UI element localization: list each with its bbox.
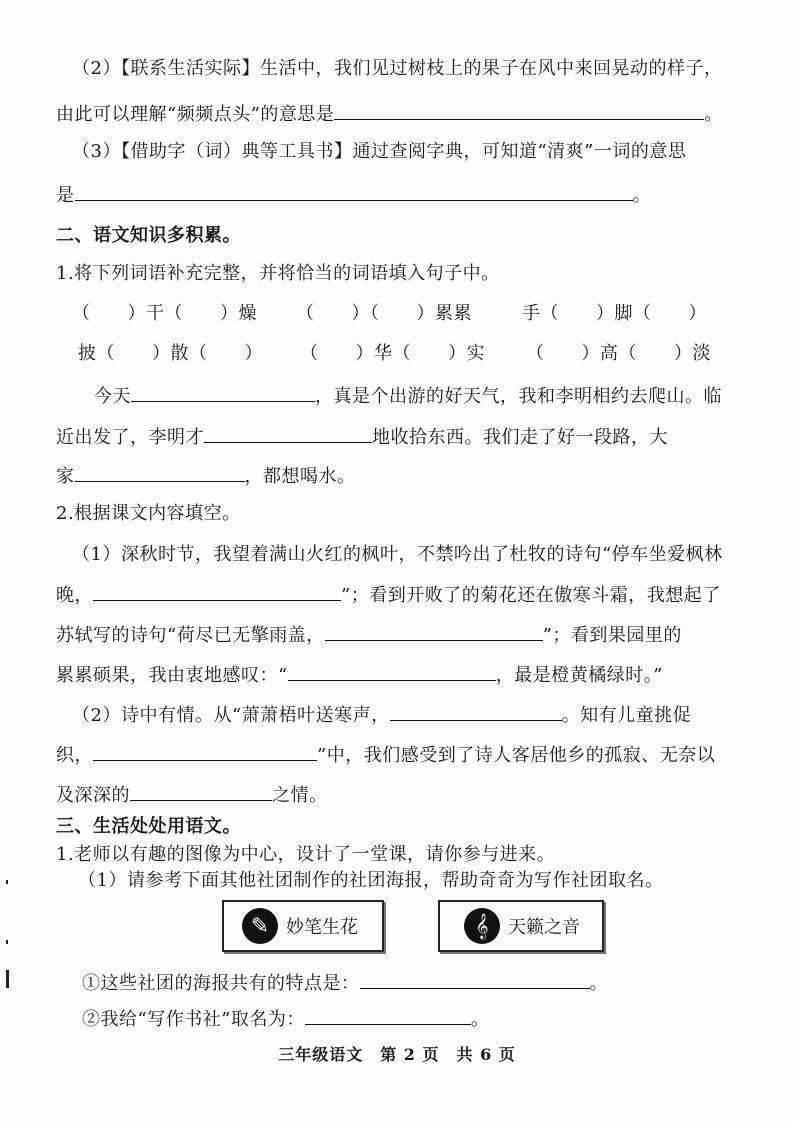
answer-blank[interactable] <box>93 582 341 601</box>
q2-text: ”；看到开败了的菊花还在傲寒斗霜，我想起了 <box>341 585 721 606</box>
treble-clef-icon: 𝄞 <box>464 908 500 944</box>
answer-blank[interactable] <box>334 101 704 120</box>
item-text: ②我给“写作书社”取名为： <box>82 1009 305 1030</box>
section-3-q1-prompt: 1.老师以有趣的图像为中心，设计了一堂课，请你参与进来。 <box>56 844 556 865</box>
answer-blank[interactable] <box>325 622 543 641</box>
word-item[interactable]: （ ）高（ ）淡 <box>526 343 711 364</box>
q2-text: 苏轼写的诗句“荷尽已无擎雨盖， <box>56 625 325 646</box>
q1-part3-line1: （3）【借助字（词）典等工具书】通过查阅字典，可知道“清爽”一词的意思 <box>72 141 687 162</box>
section-3-q1-part1: （1）请参考下面其他社团制作的社团海报，帮助奇奇为写作社团取名。 <box>78 870 664 891</box>
q2-text: ，最是橙黄橘绿时。” <box>495 665 663 686</box>
margin-tick <box>6 940 8 944</box>
q2-text: 织， <box>56 745 93 766</box>
q2-text: 累累硕果，我由衷地感叹：“ <box>56 665 288 686</box>
punct: 。 <box>589 973 608 994</box>
word-item[interactable]: 披（ ）散（ ） <box>78 343 263 364</box>
q2-part1-line4 <box>56 662 663 688</box>
para-text: 地收拾东西。我们走了好一段路，大 <box>372 427 668 448</box>
q1-part3-line2 <box>56 182 651 208</box>
pen-flower-icon: ✎ <box>242 908 278 944</box>
fill-paragraph-line1 <box>94 383 722 409</box>
answer-blank[interactable] <box>93 742 317 761</box>
word-item[interactable]: （ ）干（ ）燥 <box>72 303 257 324</box>
answer-blank[interactable] <box>75 182 633 201</box>
q2-part2-line3 <box>56 782 328 808</box>
word-item[interactable]: （ ）华（ ）实 <box>300 343 485 364</box>
q2-part2-line2 <box>56 742 715 768</box>
q2-part1-line1: （1）深秋时节，我望着满山火红的枫叶，不禁吟出了杜牧的诗句“停车坐爱枫林 <box>72 544 723 565</box>
answer-blank[interactable] <box>204 424 372 443</box>
margin-tick <box>6 880 8 884</box>
section-3-heading: 三、生活处处用语文。 <box>56 816 241 837</box>
section-2-q2-prompt: 2.根据课文内容填空。 <box>56 503 241 524</box>
para-text: 近出发了，李明才 <box>56 427 204 448</box>
q2-text: 之情。 <box>272 785 328 806</box>
q2-part2-line1 <box>72 702 691 728</box>
fill-paragraph-line2 <box>56 424 668 450</box>
q2-text: 。知有儿童挑促 <box>561 705 692 726</box>
q2-text: ”；看到果园里的 <box>542 625 682 646</box>
section-3-item1 <box>82 970 608 996</box>
q1-part2-text: 由此可以理解“频频点头”的意思是 <box>56 104 335 125</box>
q2-text: 晚， <box>56 585 93 606</box>
para-text: 家 <box>56 466 75 487</box>
answer-blank[interactable] <box>131 383 315 402</box>
q2-part1-line2 <box>56 582 721 608</box>
word-item[interactable]: （ ）（ ）累累 <box>296 303 472 324</box>
punct: 。 <box>704 104 723 125</box>
margin-bar <box>6 970 9 988</box>
punct: 。 <box>632 185 651 206</box>
para-text: 今天 <box>94 386 131 407</box>
punct: 。 <box>470 1009 490 1030</box>
q2-text: 及深深的 <box>56 785 130 806</box>
club-poster-tianlai <box>438 900 604 952</box>
answer-blank[interactable] <box>360 970 590 989</box>
answer-blank[interactable] <box>390 702 562 721</box>
q2-text: ”中，我们感受到了诗人客居他乡的孤寂、无奈以 <box>317 745 716 766</box>
q1-part2-line1: （2）【联系生活实际】生活中，我们见过树枝上的果子在风中来回晃动的样子， <box>72 58 723 79</box>
q2-part1-line3 <box>56 622 682 648</box>
q1-part3-text: 是 <box>56 185 75 206</box>
q2-text: （2）诗中有情。从“萧萧梧叶送寒声， <box>72 705 390 726</box>
para-text: ，都想喝水。 <box>244 466 356 487</box>
fill-paragraph-line3 <box>56 463 356 489</box>
answer-blank[interactable] <box>130 782 272 801</box>
q1-part2-line2 <box>56 101 723 127</box>
poster-title: 妙笔生花 <box>286 917 358 938</box>
poster-title: 天籁之音 <box>508 917 580 938</box>
section-2-q1-prompt: 1.将下列词语补充完整，并将恰当的词语填入句子中。 <box>56 263 500 284</box>
section-2-heading: 二、语文知识多积累。 <box>56 225 241 246</box>
item-text: ①这些社团的海报共有的特点是： <box>82 973 360 994</box>
answer-blank[interactable] <box>75 463 245 482</box>
section-3-item2 <box>82 1006 489 1032</box>
para-text: ，真是个出游的好天气，我和李明相约去爬山。临 <box>315 386 722 407</box>
club-poster-miaobi <box>222 900 384 952</box>
answer-blank[interactable] <box>305 1006 471 1025</box>
answer-blank[interactable] <box>288 662 496 681</box>
page-footer: 三年级语文 第 2 页 共 6 页 <box>278 1045 516 1064</box>
word-item[interactable]: 手（ ）脚（ ） <box>522 303 707 324</box>
